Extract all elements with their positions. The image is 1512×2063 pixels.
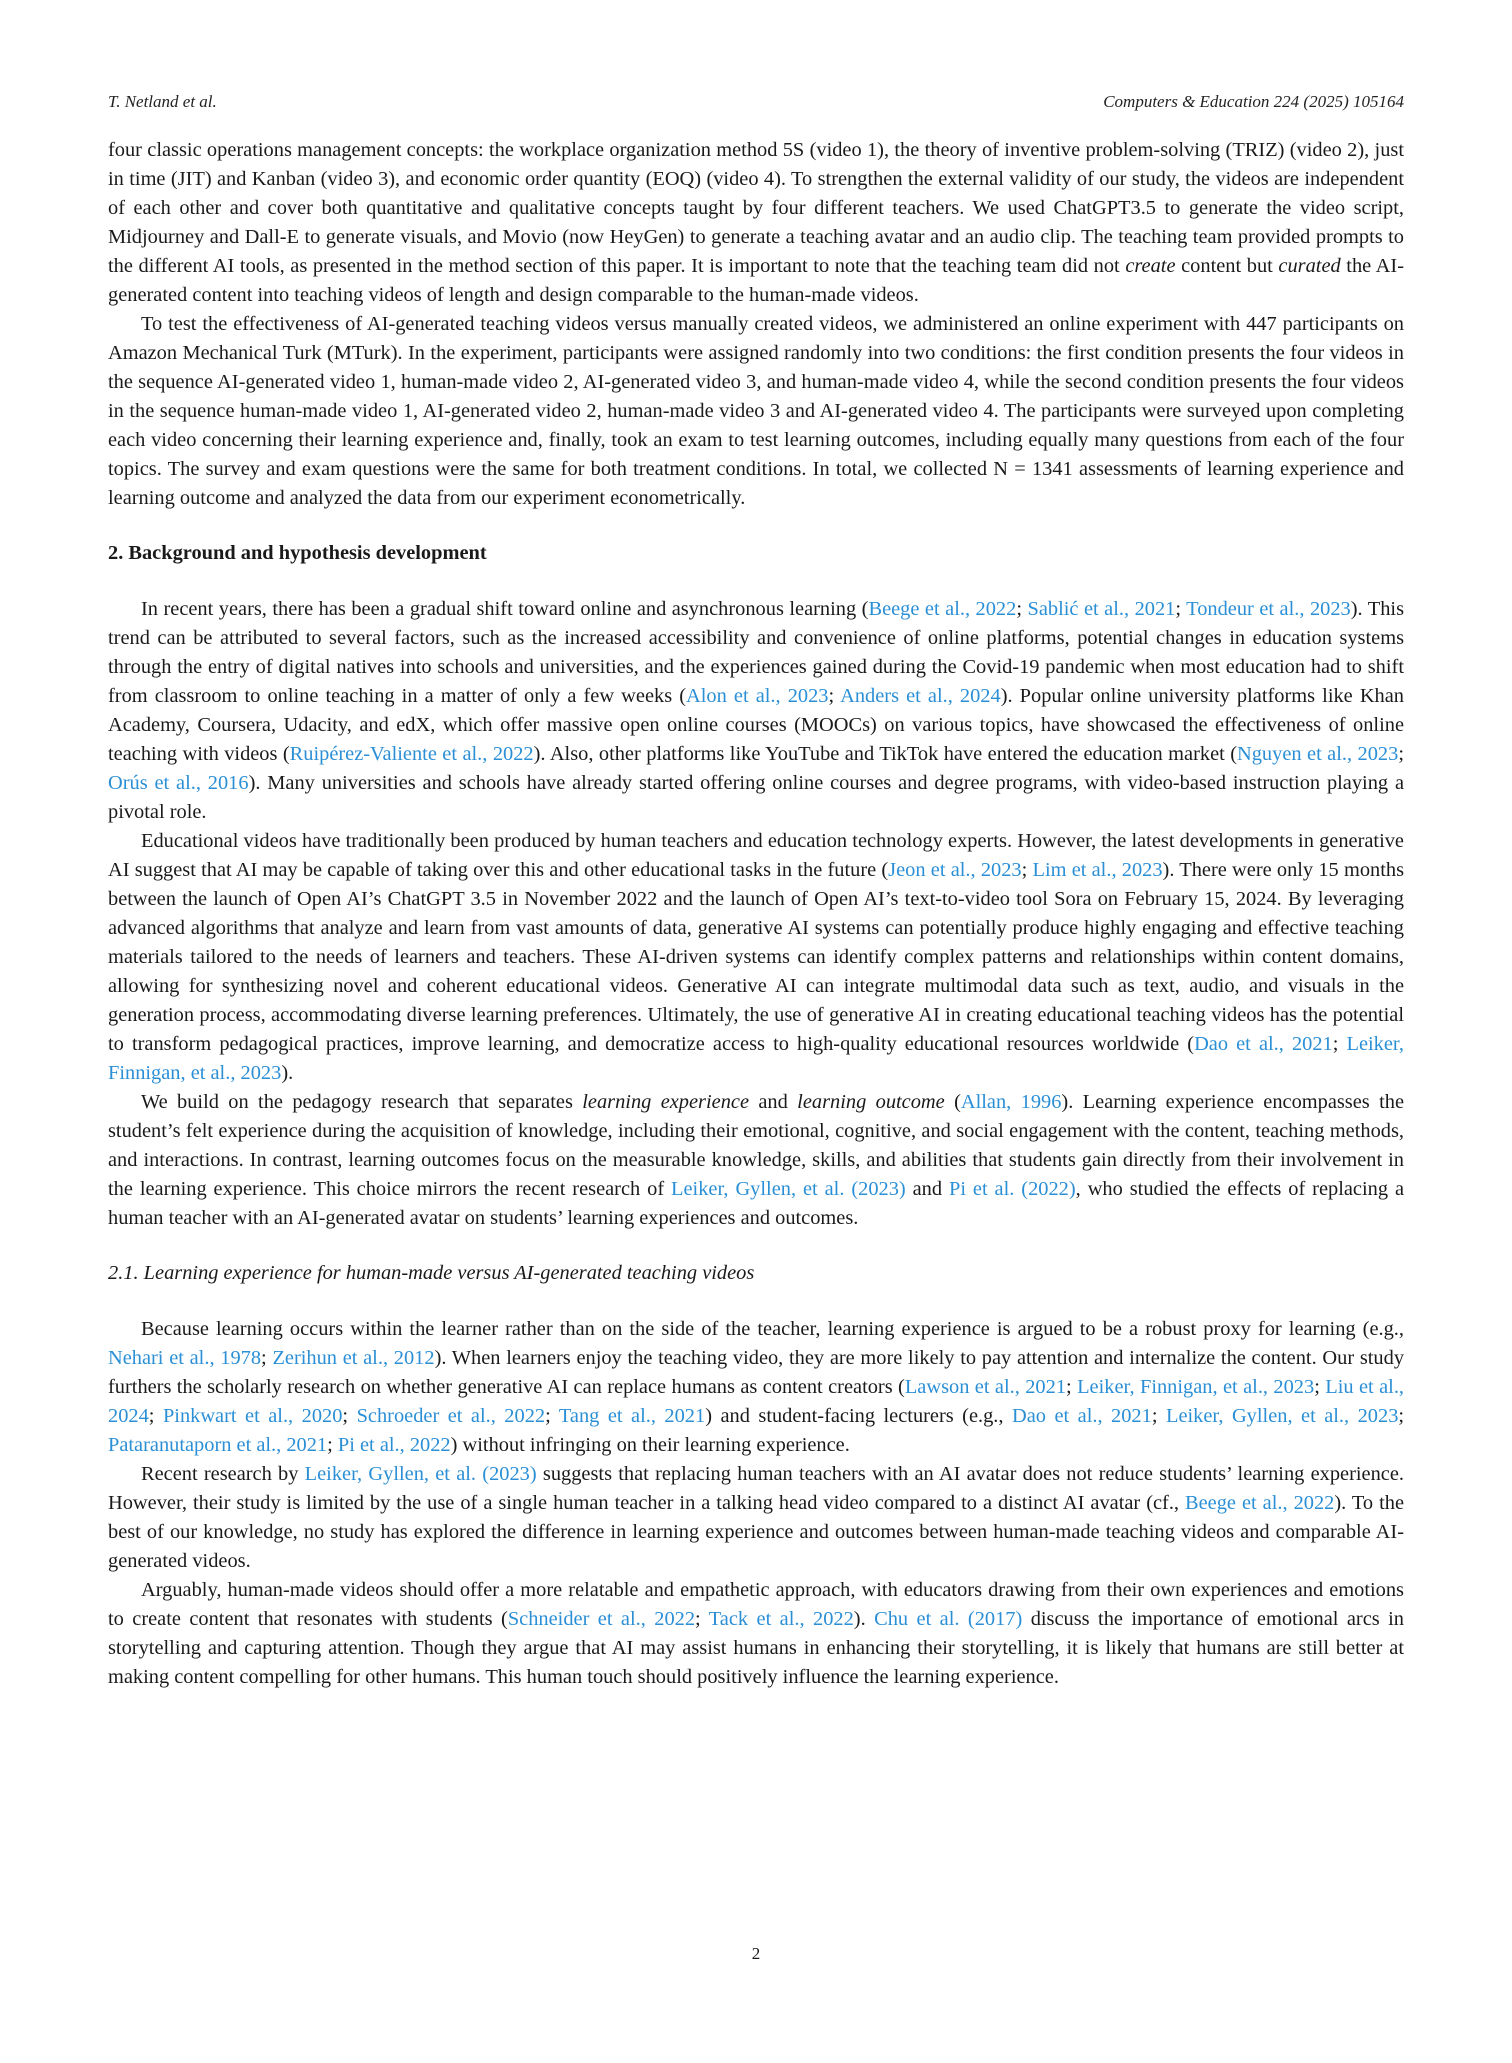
paragraph-experiment: To test the effectiveness of AI-generated teaching videos versus manually created videos, we administered an online experiment with 447 participants on Amazon Mechanical Turk (MTurk). In the experiment, participants were assigned randomly into two conditions: the first condition presents the four videos in the sequence AI-generated video 1, human-made video 2, AI-generated video 3, and human-made video 4, while the second condition presents the four videos in the sequence human-made video 1, AI-generated video 2, human-made video 3 and AI-generated video 4. The participants were surveyed upon completing each video concerning their learning experience and, finally, took an exam to test learning outcomes, including equally many questions from each of the four topics. The survey and exam questions were the same for both treatment conditions. In total, we collected N = 1341 assessments of learning experience and learning outcome and analyzed the data from our experiment econometrically. — [108, 313, 1404, 509]
citation-link[interactable]: Leiker, Gyllen, et al. (2023) — [304, 1463, 537, 1485]
citation-link[interactable]: Pi et al. (2022) — [949, 1178, 1076, 1200]
citation-link[interactable]: Lim et al., 2023 — [1032, 859, 1163, 881]
citation-link[interactable]: Alon et al., 2023 — [686, 685, 829, 707]
citation-link[interactable]: Tondeur et al., 2023 — [1186, 598, 1351, 620]
section-heading-background: 2. Background and hypothesis development — [108, 542, 487, 564]
page-body — [108, 136, 1404, 1692]
citation-link[interactable]: Anders et al., 2024 — [840, 685, 1001, 707]
citation-link[interactable]: Leiker, Finnigan, et al., 2023 — [108, 1033, 1404, 1084]
header-authors: T. Netland et al. — [108, 92, 217, 111]
paragraph-human-touch: Arguably, human-made videos should offer a more relatable and empathetic approach, with educators drawing from their own experiences and emotions to create content that resonates with students (Schneider et al., 2022; Tack et al., 2022). Chu et al. (2017) discuss the importance of emotional arcs in storytelling and capturing attention. Though they argue that AI may assist humans in enhancing their storytelling, it is likely that humans are still better at making content compelling for other humans. This human touch should positively influence the learning experience. — [108, 1579, 1404, 1688]
citation-link[interactable]: Allan, 1996 — [960, 1091, 1062, 1113]
citation-link[interactable]: Pi et al., 2022 — [337, 1434, 451, 1456]
citation-link[interactable]: Leiker, Gyllen, et al., 2023 — [1165, 1405, 1399, 1427]
header-journal: Computers & Education 224 (2025) 105164 — [1103, 92, 1404, 111]
citation-link[interactable]: Dao et al., 2021 — [1012, 1405, 1152, 1427]
paragraph-online-learning: In recent years, there has been a gradual shift toward online and asynchronous learning (Beege et al., 2022; Sablić et al., 2021; Tondeur et al., 2023). This trend can be attributed to several factors, such as the increased accessibility and convenience of online platforms, potential changes in education systems through the entry of digital natives into schools and universities, and the experiences gained during the Covid-19 pandemic when most education had to shift from classroom to online teaching in a matter of only a few weeks (Alon et al., 2023; Anders et al., 2024). Popular online university platforms like Khan Academy, Coursera, Udacity, and edX, which offer massive open online courses (MOOCs) on various topics, have showcased the effectiveness of online teaching with videos (Ruipérez-Valiente et al., 2022). Also, other platforms like YouTube and TikTok have entered the education market (Nguyen et al., 2023; Orús et al., 2016). Many universities and schools have already started offering online courses and degree programs, with video-based instruction playing a pivotal role. — [108, 598, 1405, 823]
citation-link[interactable]: Chu et al. (2017) — [874, 1608, 1023, 1630]
paragraph-generative-ai: Educational videos have traditionally been produced by human teachers and education technology experts. However, the latest developments in generative AI suggest that AI may be capable of taking over this and other educational tasks in the future (Jeon et al., 2023; Lim et al., 2023). There were only 15 months between the launch of Open AI’s ChatGPT 3.5 in November 2022 and the launch of Open AI’s text-to-video tool Sora on February 15, 2024. By leveraging advanced algorithms that analyze and learn from vast amounts of data, generative AI systems can potentially produce highly engaging and effective teaching materials tailored to the needs of learners and teachers. These AI-driven systems can identify complex patterns and relationships within content domains, allowing for synthesizing novel and coherent educational videos. Generative AI can integrate multimodal data such as text, audio, and visuals in the generation process, accommodating diverse learning preferences. Ultimately, the use of generative AI in creating educational teaching videos has the potential to transform pedagogical practices, improve learning, and democratize access to high-quality educational resources worldwide (Dao et al., 2021; Leiker, Finnigan, et al., 2023). — [108, 830, 1405, 1084]
citation-link[interactable]: Leiker, Finnigan, et al., 2023 — [1077, 1376, 1315, 1398]
citation-link[interactable]: Schneider et al., 2022 — [507, 1608, 696, 1630]
paragraph-recent-research: Recent research by Leiker, Gyllen, et al. (2023) suggests that replacing human teachers with an AI avatar does not reduce students’ learning experience. However, their study is limited by the use of a single human teacher in a talking head video compared to a distinct AI avatar (cf., Beege et al., 2022). To the best of our knowledge, no study has explored the difference in learning experience and outcomes between human-made teaching videos and comparable AI-generated videos. — [108, 1463, 1405, 1572]
citation-link[interactable]: Sablić et al., 2021 — [1027, 598, 1176, 620]
citation-link[interactable]: Tang et al., 2021 — [558, 1405, 706, 1427]
running-header — [108, 92, 1404, 112]
citation-link[interactable]: Lawson et al., 2021 — [904, 1376, 1067, 1398]
citation-link[interactable]: Tack et al., 2022 — [708, 1608, 854, 1630]
citation-link[interactable]: Leiker, Gyllen, et al. (2023) — [671, 1178, 906, 1200]
citation-link[interactable]: Nguyen et al., 2023 — [1237, 743, 1399, 765]
citation-link[interactable]: Jeon et al., 2023 — [888, 859, 1022, 881]
subsection-heading-learning-experience: 2.1. Learning experience for human-made versus AI-generated teaching videos — [108, 1262, 755, 1284]
page-number: 2 — [751, 1944, 761, 1963]
citation-link[interactable]: Beege et al., 2022 — [1185, 1492, 1335, 1514]
paragraph-intro-continued: four classic operations management concepts: the workplace organization method 5S (video 1), the theory of inventive problem-solving (TRIZ) (video 2), just in time (JIT) and Kanban (video 3), and economic order quantity (EOQ) (video 4). To strengthen the external validity of our study, the videos are independent of each other and cover both quantitative and qualitative concepts taught by four different teachers. We used ChatGPT3.5 to generate the video script, Midjourney and Dall-E to generate visuals, and Movio (now HeyGen) to generate a teaching avatar and an audio clip. The teaching team provided prompts to the different AI tools, as presented in the method section of this paper. It is important to note that the teaching team did not create content but curated the AI-generated content into teaching videos of length and design comparable to the human-made videos. — [108, 139, 1404, 306]
paragraph-learning-proxy: Because learning occurs within the learner rather than on the side of the teacher, learning experience is argued to be a robust proxy for learning (e.g., Nehari et al., 1978; Zerihun et al., 2012). When learners enjoy the teaching video, they are more likely to pay attention and internalize the content. Our study furthers the scholarly research on whether generative AI can replace humans as content creators (Lawson et al., 2021; Leiker, Finnigan, et al., 2023; Liu et al., 2024; Pinkwart et al., 2020; Schroeder et al., 2022; Tang et al., 2021) and student-facing lecturers (e.g., Dao et al., 2021; Leiker, Gyllen, et al., 2023; Pataranutaporn et al., 2021; Pi et al., 2022) without infringing on their learning experience. — [108, 1318, 1405, 1456]
citation-link[interactable]: Nehari et al., 1978 — [108, 1347, 262, 1369]
citation-link[interactable]: Zerihun et al., 2012 — [272, 1347, 435, 1369]
citation-link[interactable]: Ruipérez-Valiente et al., 2022 — [289, 743, 534, 765]
citation-link[interactable]: Liu et al., 2024 — [108, 1376, 1405, 1427]
citation-link[interactable]: Orús et al., 2016 — [108, 772, 249, 794]
citation-link[interactable]: Dao et al., 2021 — [1194, 1033, 1333, 1055]
citation-link[interactable]: Beege et al., 2022 — [868, 598, 1017, 620]
citation-link[interactable]: Pataranutaporn et al., 2021 — [108, 1434, 328, 1456]
citation-link[interactable]: Pinkwart et al., 2020 — [162, 1405, 343, 1427]
paragraph-pedagogy: We build on the pedagogy research that separates learning experience and learning outcome (Allan, 1996). Learning experience encompasses the student’s felt experience during the acquisition of knowledge, including their emotional, cognitive, and social engagement with the content, teaching methods, and interactions. In contrast, learning outcomes focus on the measurable knowledge, skills, and abilities that students gain directly from their involvement in the learning experience. This choice mirrors the recent research of Leiker, Gyllen, et al. (2023) and Pi et al. (2022), who studied the effects of replacing a human teacher with an AI-generated avatar on students’ learning experiences and outcomes. — [108, 1091, 1405, 1229]
citation-link[interactable]: Schroeder et al., 2022 — [356, 1405, 546, 1427]
